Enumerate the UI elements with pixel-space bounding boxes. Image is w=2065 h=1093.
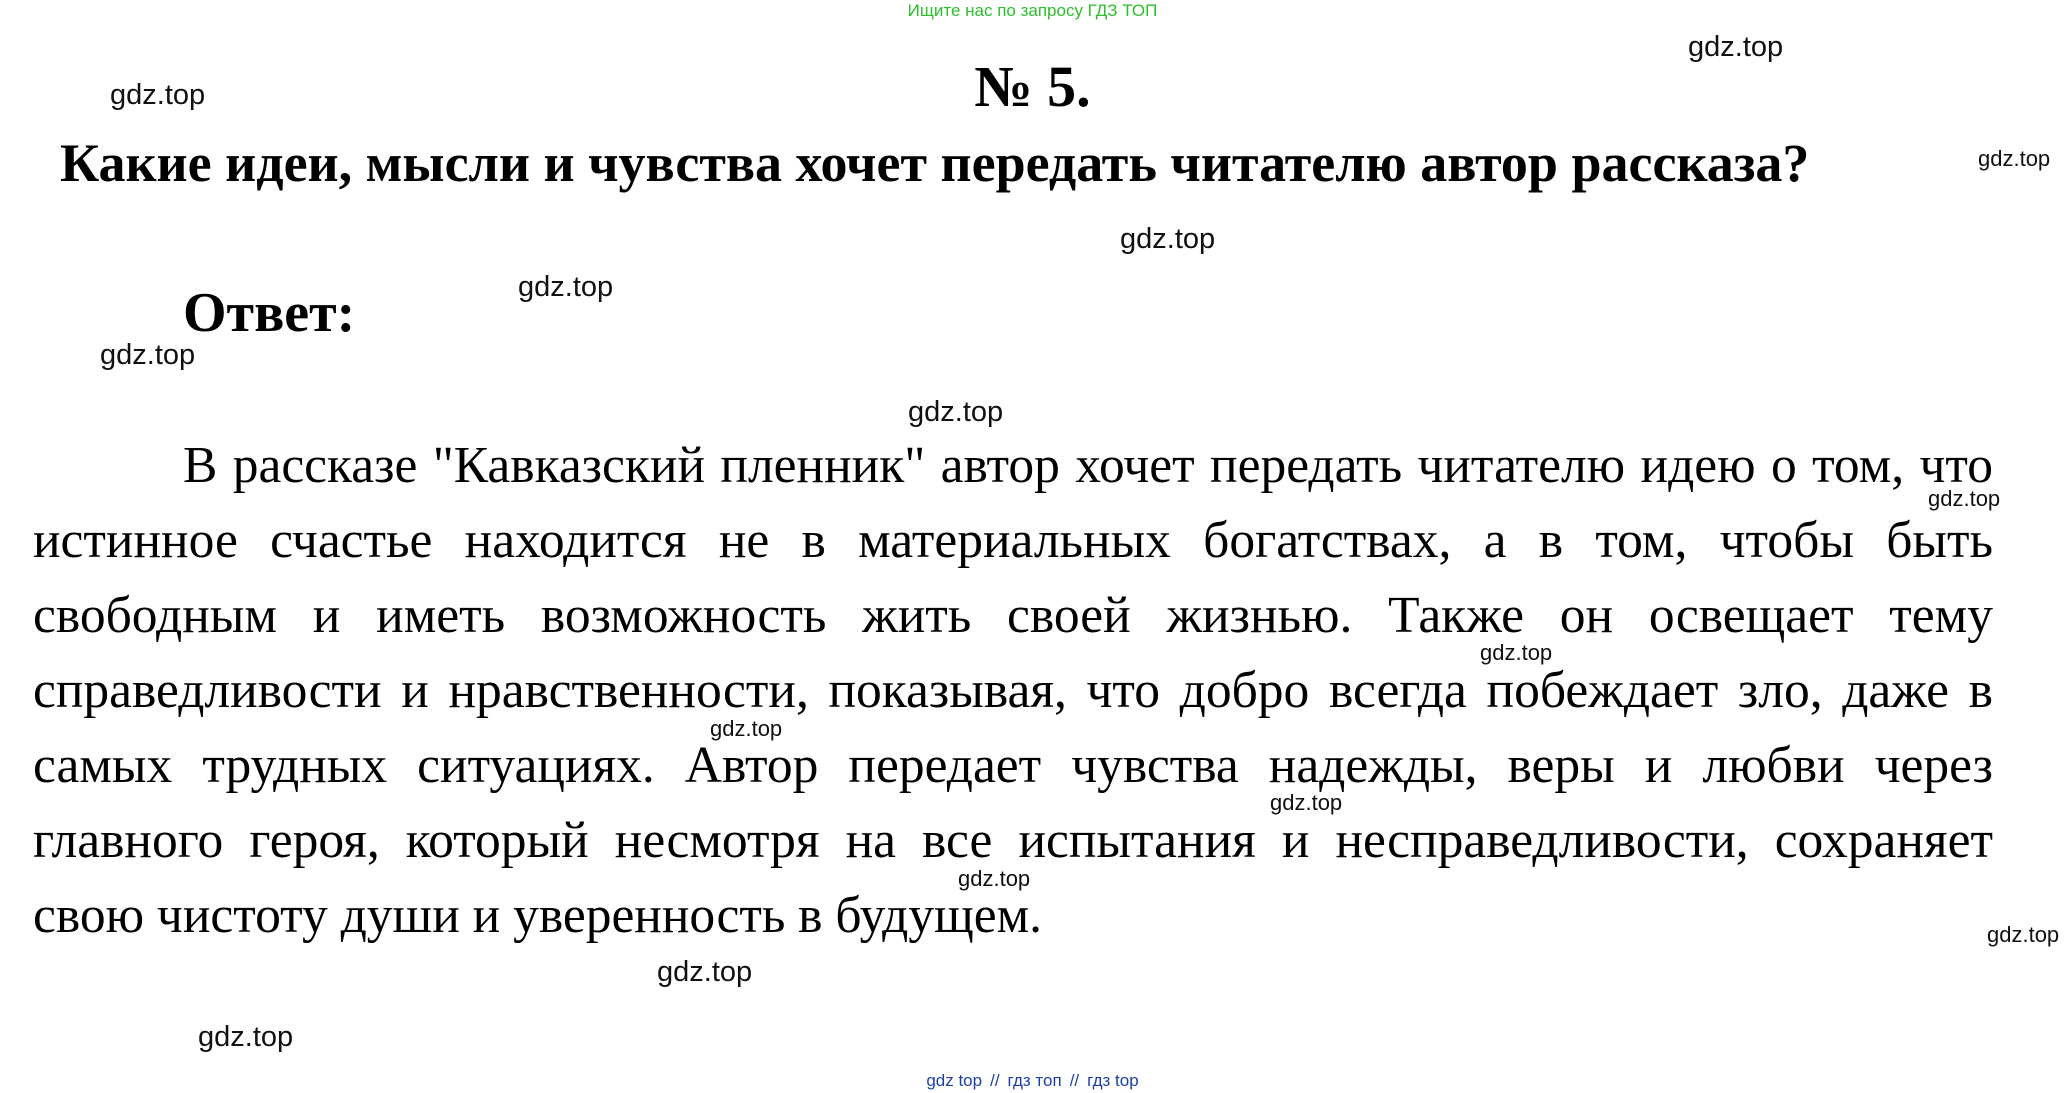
watermark: gdz.top xyxy=(100,339,196,371)
watermark: gdz.top xyxy=(198,1021,294,1053)
watermark: gdz.top xyxy=(1120,223,1216,255)
watermark: gdz.top xyxy=(518,271,614,303)
watermark: gdz.top xyxy=(1688,31,1784,63)
footer-separator: // xyxy=(1069,1071,1080,1090)
watermark: gdz.top xyxy=(1978,146,2051,171)
question-heading: Какие идеи, мысли и чувства хочет передать читателю автор рассказа? xyxy=(60,133,1810,193)
watermark: gdz.top xyxy=(1987,922,2060,947)
watermark: gdz.top xyxy=(958,866,1031,891)
footer-link-gdz-top-mixed[interactable]: гдз top xyxy=(1087,1071,1139,1090)
watermark: gdz.top xyxy=(657,956,753,988)
watermark: gdz.top xyxy=(110,79,206,111)
watermark: gdz.top xyxy=(710,716,783,741)
task-number: № 5. xyxy=(974,54,1091,119)
footer-links xyxy=(0,1070,2065,1092)
footer-link-gdz-top-ru[interactable]: гдз топ xyxy=(1007,1071,1062,1090)
footer-separator: // xyxy=(990,1071,1000,1090)
watermark: gdz.top xyxy=(908,396,1004,428)
watermark: gdz.top xyxy=(1928,486,2001,511)
top-banner-link[interactable]: Ищите нас по запросу ГДЗ ТОП xyxy=(907,1,1158,20)
answer-paragraph: В рассказе "Кавказский пленник" автор хочет передать читателю идею о том, что истинное счастье находится не в материальных богатствах, а в том, чтобы быть свободным и иметь возможность жить своей жизнью. Также он освещает тему справедливости и нравственности, показывая, что добро всегда побеждает зло, даже в самых трудных ситуациях. Автор передает чувства надежды, веры и любви через главного героя, который несмотря на все испытания и несправедливости, сохраняет свою чистоту души и уверенность в будущем. xyxy=(33,437,1993,944)
footer-link-gdz-top[interactable]: gdz top xyxy=(926,1071,983,1090)
watermark: gdz.top xyxy=(1480,640,1553,665)
watermark: gdz.top xyxy=(1270,790,1343,815)
answer-label: Ответ: xyxy=(183,282,356,344)
